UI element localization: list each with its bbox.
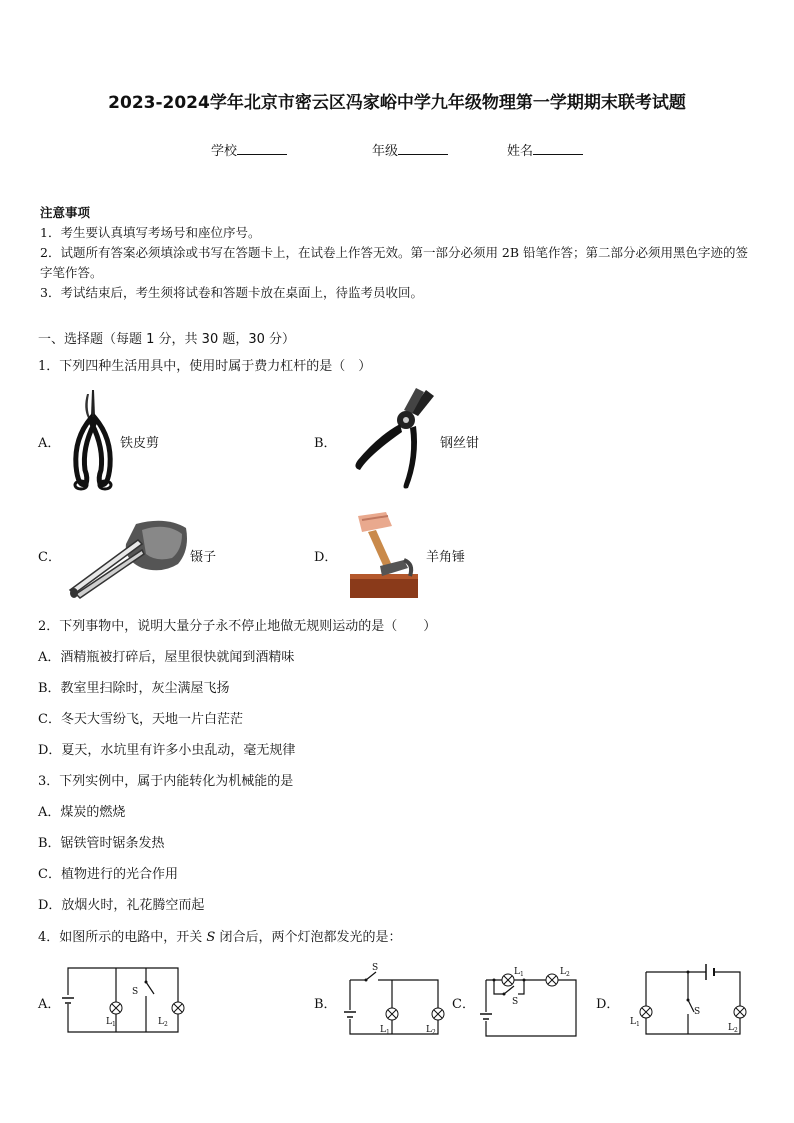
exam-title: 2023-2024学年北京市密云区冯家峪中学九年级物理第一学期期末联考试题 <box>108 93 686 113</box>
q3-option-c: C．植物进行的光合作用 <box>38 867 178 882</box>
circuit-a-l1-label: L <box>106 1017 112 1027</box>
circuit-a-l2-sub: 2 <box>164 1021 168 1028</box>
q1-option-d-letter: D． <box>314 550 338 565</box>
section-heading: 一、选择题（每题 1 分，共 30 题，30 分） <box>38 332 296 347</box>
pliers-icon <box>348 386 438 490</box>
circuit-b-diagram <box>338 962 452 1040</box>
circuit-c-l2-sub: 2 <box>566 971 570 978</box>
q4-option-a-letter: A． <box>38 997 61 1012</box>
q4-option-b-letter: B． <box>314 997 337 1012</box>
circuit-b-l1-sub: 1 <box>386 1029 390 1036</box>
circuit-a-diagram <box>62 962 186 1038</box>
q1-option-a-caption: 铁皮剪 <box>120 436 160 451</box>
circuit-d-diagram <box>626 962 752 1038</box>
circuit-c-diagram <box>474 962 580 1040</box>
school-field <box>211 140 287 159</box>
name-label: 姓名 <box>507 144 534 159</box>
question-2-stem: 2．下列事物中，说明大量分子永不停止地做无规则运动的是（ ） <box>38 619 437 634</box>
snips-icon <box>68 388 118 498</box>
name-blank <box>533 142 583 155</box>
circuit-b-s-label: S <box>372 963 379 973</box>
circuit-d-l1-sub: 1 <box>636 1021 640 1028</box>
circuit-a-l2-label: L <box>158 1017 164 1027</box>
grade-label: 年级 <box>372 144 399 159</box>
q4-switch-symbol: S <box>206 930 216 945</box>
question-3-stem: 3．下列实例中，属于内能转化为机械能的是 <box>38 774 294 789</box>
circuit-c-l1-sub: 1 <box>520 971 524 978</box>
school-blank <box>237 142 287 155</box>
circuit-a-s-label: S <box>132 987 139 997</box>
notes-block <box>40 203 760 303</box>
note-item: 1．考生要认真填写考场号和座位序号。 <box>40 225 261 240</box>
grade-field <box>372 140 448 159</box>
q1-option-d-caption: 羊角锤 <box>426 550 466 565</box>
circuit-b-l2-label: L <box>426 1025 432 1035</box>
q1-option-a-letter: A． <box>38 436 61 451</box>
tweezers-icon <box>66 514 194 598</box>
q2-option-d: D．夏天，水坑里有许多小虫乱动，毫无规律 <box>38 743 296 758</box>
note-item: 2．试题所有答案必须填涂或书写在答题卡上，在试卷上作答无效。第一部分必须用 2B 铅笔作答；第二部分必须用黑色字迹的签字笔作答。 <box>40 245 749 280</box>
circuit-d-s-label: S <box>694 1007 701 1017</box>
q1-option-c-caption: 镊子 <box>190 550 217 565</box>
q4-stem-post: 闭合后，两个灯泡都发光的是： <box>215 930 402 945</box>
circuit-d-l1-label: L <box>630 1017 636 1027</box>
grade-blank <box>398 142 448 155</box>
circuit-c-l1-label: L <box>514 967 520 977</box>
circuit-d-l2-sub: 2 <box>734 1027 738 1034</box>
notes-heading: 注意事项 <box>40 205 91 220</box>
q1-option-c-letter: C． <box>38 550 61 565</box>
q3-option-d: D．放烟火时，礼花腾空而起 <box>38 898 205 913</box>
q2-option-b: B．教室里扫除时，灰尘满屋飞扬 <box>38 681 230 696</box>
circuit-d-l2-label: L <box>728 1023 734 1033</box>
circuit-b-l2-sub: 2 <box>432 1029 436 1036</box>
question-4-stem <box>38 926 401 945</box>
q4-stem-pre: 4．如图所示的电路中，开关 <box>38 930 207 945</box>
question-1-stem: 1．下列四种生活用具中，使用时属于费力杠杆的是（ ） <box>38 359 372 374</box>
q3-option-a: A．煤炭的燃烧 <box>38 805 126 820</box>
name-field <box>507 140 583 159</box>
circuit-c-s-label: S <box>512 997 519 1007</box>
q4-option-d-letter: D． <box>596 997 620 1012</box>
q1-option-b-letter: B． <box>314 436 337 451</box>
circuit-b-l1-label: L <box>380 1025 386 1035</box>
circuit-a-l1-sub: 1 <box>112 1021 116 1028</box>
note-item: 3．考试结束后，考生须将试卷和答题卡放在桌面上，待监考员收回。 <box>40 285 423 300</box>
q2-option-a: A．酒精瓶被打碎后，屋里很快就闻到酒精味 <box>38 650 295 665</box>
q1-option-b-caption: 钢丝钳 <box>440 436 480 451</box>
claw-hammer-icon <box>348 510 420 598</box>
q2-option-c: C．冬天大雪纷飞，天地一片白茫茫 <box>38 712 243 727</box>
circuit-c-l2-label: L <box>560 967 566 977</box>
q4-option-c-letter: C． <box>452 997 475 1012</box>
school-label: 学校 <box>211 144 238 159</box>
q3-option-b: B．锯铁管时锯条发热 <box>38 836 165 851</box>
